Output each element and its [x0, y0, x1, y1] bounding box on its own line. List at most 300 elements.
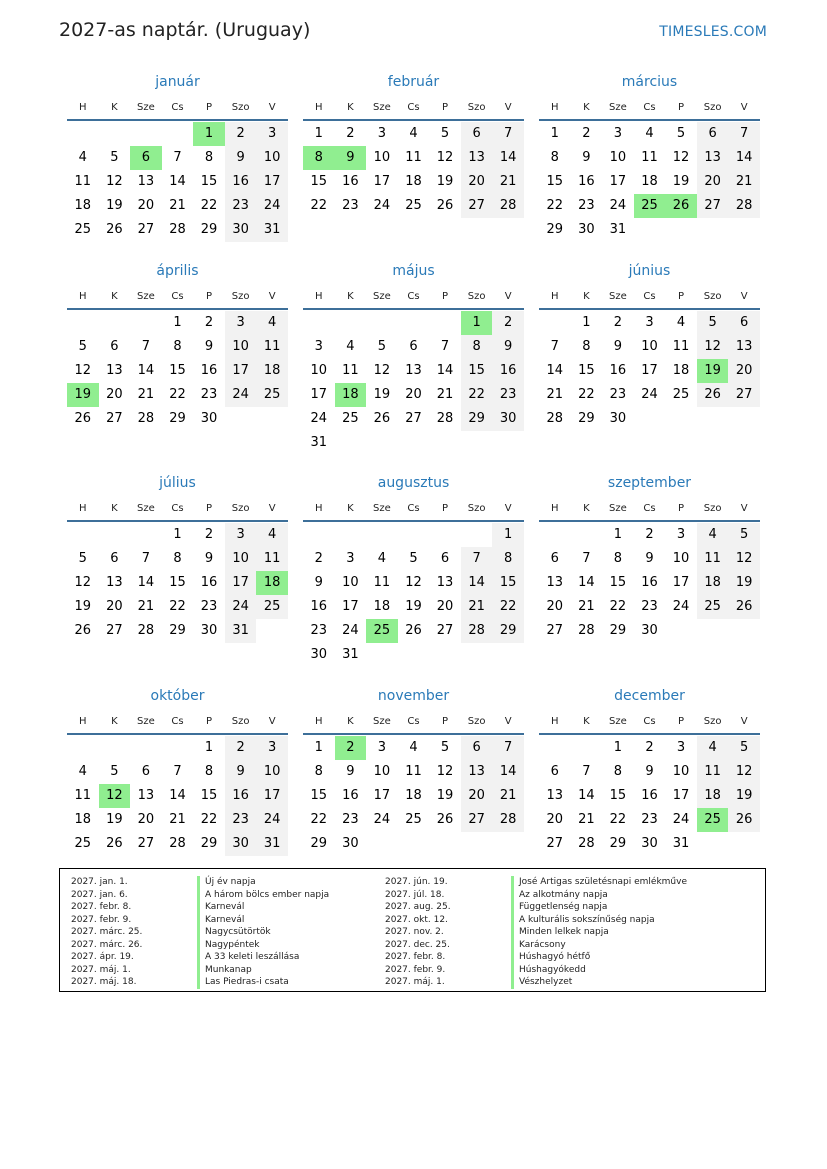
- day-cell: 27: [546, 623, 564, 638]
- day-cell: 2: [314, 551, 323, 566]
- day-cell: 4: [256, 523, 288, 547]
- day-cell: 5: [377, 339, 387, 354]
- day-cell: 26: [106, 836, 123, 851]
- day-cell: 2: [613, 315, 623, 330]
- day-cell: 31: [672, 836, 690, 851]
- day-cell: 27: [106, 623, 123, 638]
- month-block: [67, 70, 288, 242]
- day-cell: 21: [492, 170, 524, 194]
- day-cell: 20: [436, 599, 454, 614]
- day-cell: 23: [342, 198, 359, 213]
- legend-holiday-name: Minden lelkek napja: [511, 926, 609, 939]
- weekday-label: V: [740, 291, 748, 302]
- day-cell: 14: [137, 575, 155, 590]
- day-cell: 23: [225, 808, 257, 832]
- weekday-label: Cs: [171, 716, 184, 727]
- month-block: [303, 471, 524, 667]
- legend-date: 2027. máj. 1.: [385, 977, 445, 987]
- day-cell: 5: [728, 523, 760, 547]
- day-cell: 20: [405, 387, 422, 402]
- day-cell: 28: [492, 808, 524, 832]
- day-cell: 12: [728, 760, 760, 784]
- holiday-day-cell: 26: [665, 194, 697, 218]
- site-logo-link[interactable]: TIMESLES.COM: [659, 24, 767, 40]
- day-cell: 20: [697, 170, 729, 194]
- day-grid: [303, 736, 524, 856]
- weekday-label: P: [442, 291, 449, 302]
- day-cell: 10: [225, 335, 257, 359]
- day-cell: 1: [173, 315, 182, 330]
- day-cell: 18: [697, 784, 729, 808]
- day-cell: 9: [204, 551, 214, 566]
- weekday-label: H: [79, 503, 87, 514]
- empty-cell: [429, 523, 461, 547]
- legend-item: [385, 901, 687, 914]
- weekday-label: H: [551, 291, 559, 302]
- weekday-label: Cs: [407, 102, 420, 113]
- day-cell: 30: [609, 411, 627, 426]
- day-cell: 8: [613, 551, 623, 566]
- day-cell: 29: [200, 836, 218, 851]
- day-cell: 8: [613, 764, 623, 779]
- day-cell: 23: [200, 387, 218, 402]
- legend-item: [71, 914, 329, 927]
- weekday-label: P: [206, 716, 213, 727]
- day-cell: 17: [256, 784, 288, 808]
- day-cell: 30: [578, 222, 595, 237]
- legend-column-right: [385, 876, 687, 989]
- day-cell: 13: [106, 363, 123, 378]
- day-cell: 28: [169, 222, 186, 237]
- legend-item: [71, 951, 329, 964]
- weekday-label: P: [206, 503, 213, 514]
- day-cell: 13: [697, 146, 729, 170]
- page-title: 2027-as naptár. (Uruguay): [59, 19, 311, 41]
- weekday-label: P: [678, 503, 685, 514]
- day-cell: 13: [461, 146, 493, 170]
- holiday-day-cell: 6: [130, 146, 162, 170]
- day-cell: 31: [225, 619, 257, 643]
- weekday-label: Szo: [703, 102, 722, 113]
- day-cell: 6: [461, 736, 493, 760]
- day-cell: 19: [728, 571, 760, 595]
- legend-holiday-name: Új év napja: [197, 876, 256, 889]
- weekday-label: V: [504, 716, 512, 727]
- day-cell: 15: [169, 575, 186, 590]
- weekday-label: K: [111, 503, 118, 514]
- day-cell: 28: [436, 411, 454, 426]
- empty-cell: [335, 523, 367, 547]
- weekday-label: Sze: [137, 716, 155, 727]
- day-cell: 24: [373, 812, 391, 827]
- legend-holiday-name: A három bölcs ember napja: [197, 889, 329, 902]
- day-cell: 2: [346, 126, 355, 141]
- weekday-label: H: [551, 716, 559, 727]
- day-cell: 15: [200, 174, 218, 189]
- month-block: [67, 471, 288, 643]
- weekday-label: K: [583, 102, 590, 113]
- legend-item: [71, 939, 329, 952]
- weekday-label: Sze: [373, 716, 391, 727]
- day-cell: 19: [373, 387, 391, 402]
- weekday-label: Cs: [643, 503, 656, 514]
- empty-cell: [303, 311, 335, 335]
- day-grid: [67, 311, 288, 431]
- day-cell: 11: [697, 760, 729, 784]
- day-cell: 31: [256, 832, 288, 856]
- empty-cell: [335, 311, 367, 335]
- legend-holiday-name: Húshagyókedd: [511, 964, 586, 977]
- legend-date: 2027. máj. 18.: [71, 977, 137, 987]
- day-cell: 24: [609, 198, 627, 213]
- day-grid: [539, 122, 760, 242]
- legend-date: 2027. márc. 25.: [71, 927, 143, 937]
- day-cell: 17: [609, 174, 627, 189]
- day-cell: 23: [200, 599, 218, 614]
- weekday-label: Szo: [231, 716, 250, 727]
- holiday-day-cell: 2: [335, 736, 367, 760]
- day-cell: 14: [137, 363, 155, 378]
- day-cell: 7: [173, 764, 182, 779]
- weekday-label: V: [268, 291, 276, 302]
- day-cell: 1: [582, 315, 591, 330]
- day-cell: 18: [405, 788, 422, 803]
- day-cell: 26: [697, 383, 729, 407]
- weekday-label: Cs: [171, 102, 184, 113]
- empty-cell: [99, 523, 131, 547]
- day-cell: 4: [697, 523, 729, 547]
- day-cell: 1: [613, 527, 623, 542]
- day-cell: 28: [169, 836, 186, 851]
- day-cell: 23: [342, 812, 359, 827]
- day-cell: 9: [645, 551, 654, 566]
- month-name: február: [387, 74, 440, 90]
- legend-item: [71, 926, 329, 939]
- month-name: március: [621, 74, 678, 90]
- day-cell: 1: [613, 740, 623, 755]
- day-cell: 26: [405, 623, 422, 638]
- day-cell: 25: [256, 383, 288, 407]
- day-cell: 7: [550, 339, 559, 354]
- day-cell: 23: [609, 387, 627, 402]
- day-cell: 11: [672, 339, 690, 354]
- day-cell: 12: [672, 150, 690, 165]
- day-cell: 6: [697, 122, 729, 146]
- day-cell: 2: [204, 527, 214, 542]
- day-cell: 16: [342, 174, 359, 189]
- day-cell: 30: [492, 407, 524, 431]
- month-name: november: [377, 688, 450, 704]
- day-cell: 29: [546, 222, 564, 237]
- month-name: április: [156, 263, 199, 279]
- day-cell: 4: [78, 764, 87, 779]
- weekday-label: Sze: [373, 503, 391, 514]
- weekday-header: [67, 710, 288, 735]
- day-cell: 1: [314, 740, 323, 755]
- day-cell: 5: [78, 339, 87, 354]
- day-grid: [539, 736, 760, 856]
- day-cell: 23: [225, 194, 257, 218]
- legend-date: 2027. máj. 1.: [71, 964, 131, 975]
- day-cell: 10: [225, 547, 257, 571]
- weekday-label: Szo: [467, 503, 486, 514]
- weekday-header: [67, 96, 288, 121]
- day-cell: 28: [492, 194, 524, 218]
- weekday-header: [539, 497, 760, 522]
- day-cell: 27: [405, 411, 422, 426]
- day-cell: 28: [728, 194, 760, 218]
- day-cell: 25: [74, 222, 92, 237]
- holiday-day-cell: 12: [99, 784, 131, 808]
- day-grid: [539, 523, 760, 643]
- day-cell: 9: [492, 335, 524, 359]
- day-cell: 12: [373, 363, 391, 378]
- day-cell: 7: [492, 122, 524, 146]
- day-cell: 11: [373, 575, 391, 590]
- day-cell: 22: [609, 599, 627, 614]
- day-cell: 10: [256, 760, 288, 784]
- weekday-label: H: [79, 716, 87, 727]
- empty-cell: [67, 736, 99, 760]
- legend-holiday-name: Karnevál: [197, 901, 244, 914]
- day-cell: 14: [492, 146, 524, 170]
- day-cell: 10: [373, 764, 391, 779]
- month-name: július: [159, 475, 196, 491]
- day-grid: [539, 311, 760, 431]
- month-name: október: [150, 688, 205, 704]
- weekday-label: Sze: [137, 102, 155, 113]
- day-cell: 13: [728, 335, 760, 359]
- empty-cell: [67, 122, 99, 146]
- legend-item: [71, 876, 329, 889]
- day-cell: 26: [728, 808, 760, 832]
- weekday-label: Sze: [373, 102, 391, 113]
- day-cell: 8: [461, 335, 493, 359]
- holiday-day-cell: 25: [634, 194, 666, 218]
- day-cell: 17: [225, 571, 257, 595]
- day-cell: 11: [405, 764, 422, 779]
- legend-date: 2027. nov. 2.: [385, 927, 444, 937]
- day-cell: 31: [310, 435, 328, 450]
- day-cell: 20: [546, 599, 564, 614]
- day-cell: 3: [645, 315, 654, 330]
- day-cell: 7: [141, 339, 151, 354]
- empty-cell: [303, 523, 335, 547]
- weekday-label: P: [442, 102, 449, 113]
- empty-cell: [366, 311, 398, 335]
- weekday-label: P: [442, 716, 449, 727]
- day-cell: 3: [256, 736, 288, 760]
- holiday-day-cell: 25: [366, 619, 398, 643]
- day-cell: 24: [641, 387, 658, 402]
- day-cell: 10: [256, 146, 288, 170]
- day-cell: 9: [225, 760, 257, 784]
- day-cell: 23: [492, 383, 524, 407]
- day-cell: 11: [256, 547, 288, 571]
- day-cell: 17: [641, 363, 658, 378]
- day-cell: 11: [405, 150, 422, 165]
- day-cell: 27: [106, 411, 123, 426]
- legend-date: 2027. aug. 25.: [385, 902, 451, 912]
- weekday-header: [303, 710, 524, 735]
- day-cell: 22: [200, 812, 218, 827]
- day-cell: 27: [546, 836, 564, 851]
- legend-holiday-name: José Artigas születésnapi emlékműve: [511, 876, 687, 889]
- weekday-label: K: [583, 716, 590, 727]
- day-cell: 5: [78, 551, 87, 566]
- day-cell: 6: [409, 339, 418, 354]
- day-cell: 2: [204, 315, 214, 330]
- day-cell: 24: [225, 595, 257, 619]
- day-cell: 23: [641, 599, 658, 614]
- day-cell: 17: [310, 387, 328, 402]
- day-cell: 12: [74, 363, 92, 378]
- day-cell: 25: [256, 595, 288, 619]
- legend-column-left: [71, 876, 329, 989]
- day-cell: 5: [697, 311, 729, 335]
- day-cell: 16: [641, 575, 658, 590]
- day-cell: 17: [342, 599, 359, 614]
- legend-item: [385, 951, 687, 964]
- day-cell: 15: [310, 788, 328, 803]
- weekday-label: V: [268, 503, 276, 514]
- day-cell: 13: [137, 174, 155, 189]
- day-cell: 4: [676, 315, 686, 330]
- empty-cell: [539, 523, 571, 547]
- legend-holiday-name: Nagycsütörtök: [197, 926, 271, 939]
- day-cell: 16: [225, 170, 257, 194]
- empty-cell: [99, 736, 131, 760]
- day-cell: 31: [342, 647, 359, 662]
- day-cell: 18: [697, 571, 729, 595]
- day-cell: 22: [169, 599, 186, 614]
- weekday-label: H: [315, 291, 323, 302]
- holiday-day-cell: 19: [697, 359, 729, 383]
- day-cell: 21: [461, 595, 493, 619]
- day-cell: 3: [346, 551, 355, 566]
- day-cell: 15: [578, 363, 595, 378]
- weekday-label: Szo: [467, 102, 486, 113]
- day-cell: 16: [492, 359, 524, 383]
- day-cell: 25: [74, 836, 92, 851]
- day-cell: 15: [461, 359, 493, 383]
- day-cell: 9: [314, 575, 323, 590]
- day-cell: 15: [310, 174, 328, 189]
- day-cell: 28: [546, 411, 564, 426]
- month-block: [539, 70, 760, 242]
- day-cell: 22: [310, 198, 328, 213]
- weekday-header: [303, 285, 524, 310]
- legend-holiday-name: Karácsony: [511, 939, 566, 952]
- day-cell: 29: [461, 407, 493, 431]
- day-cell: 10: [609, 150, 627, 165]
- weekday-label: Sze: [609, 503, 627, 514]
- day-cell: 13: [461, 760, 493, 784]
- holiday-day-cell: 1: [461, 311, 493, 335]
- day-cell: 15: [546, 174, 564, 189]
- day-cell: 29: [310, 836, 328, 851]
- day-cell: 24: [225, 383, 257, 407]
- legend-holiday-name: Függetlenség napja: [511, 901, 607, 914]
- weekday-label: P: [678, 716, 685, 727]
- legend-date: 2027. febr. 8.: [385, 952, 446, 962]
- day-cell: 14: [546, 363, 564, 378]
- day-cell: 21: [578, 812, 595, 827]
- day-cell: 18: [672, 363, 690, 378]
- legend-holiday-name: Húshagyó hétfő: [511, 951, 590, 964]
- legend-item: [71, 889, 329, 902]
- weekday-label: V: [740, 503, 748, 514]
- day-cell: 21: [137, 599, 155, 614]
- weekday-label: K: [111, 102, 118, 113]
- day-cell: 6: [728, 311, 760, 335]
- legend-item: [385, 926, 687, 939]
- day-cell: 30: [225, 218, 257, 242]
- day-cell: 22: [609, 812, 627, 827]
- day-cell: 21: [492, 784, 524, 808]
- day-cell: 1: [314, 126, 323, 141]
- weekday-label: K: [583, 503, 590, 514]
- day-cell: 12: [405, 575, 422, 590]
- empty-cell: [130, 523, 162, 547]
- day-cell: 20: [137, 198, 155, 213]
- day-cell: 16: [342, 788, 359, 803]
- day-cell: 30: [200, 411, 218, 426]
- day-cell: 8: [173, 339, 182, 354]
- weekday-label: Cs: [643, 716, 656, 727]
- day-cell: 3: [676, 740, 686, 755]
- day-cell: 23: [310, 623, 328, 638]
- weekday-header: [539, 96, 760, 121]
- day-cell: 22: [169, 387, 186, 402]
- day-cell: 19: [106, 198, 123, 213]
- day-cell: 9: [346, 764, 355, 779]
- holiday-day-cell: 1: [193, 122, 225, 146]
- weekday-label: Cs: [171, 503, 184, 514]
- day-cell: 21: [169, 198, 186, 213]
- day-cell: 19: [436, 174, 454, 189]
- day-cell: 25: [405, 812, 422, 827]
- empty-cell: [539, 311, 571, 335]
- day-cell: 4: [409, 126, 418, 141]
- day-cell: 9: [582, 150, 591, 165]
- day-cell: 7: [440, 339, 450, 354]
- day-cell: 4: [78, 150, 87, 165]
- weekday-header: [539, 710, 760, 735]
- weekday-label: H: [315, 716, 323, 727]
- weekday-label: P: [442, 503, 449, 514]
- day-cell: 24: [672, 599, 690, 614]
- weekday-label: K: [111, 716, 118, 727]
- day-cell: 28: [137, 623, 155, 638]
- day-cell: 10: [373, 150, 391, 165]
- day-cell: 25: [697, 595, 729, 619]
- day-cell: 11: [342, 363, 359, 378]
- legend-item: [385, 964, 687, 977]
- day-cell: 7: [582, 551, 591, 566]
- day-cell: 10: [342, 575, 359, 590]
- weekday-label: K: [347, 716, 354, 727]
- weekday-label: V: [740, 716, 748, 727]
- holiday-day-cell: 25: [697, 808, 729, 832]
- legend-item: [385, 939, 687, 952]
- legend-item: [385, 976, 687, 989]
- day-cell: 20: [461, 784, 493, 808]
- day-cell: 18: [405, 174, 422, 189]
- weekday-label: V: [740, 102, 748, 113]
- day-cell: 2: [645, 740, 654, 755]
- day-cell: 14: [169, 174, 186, 189]
